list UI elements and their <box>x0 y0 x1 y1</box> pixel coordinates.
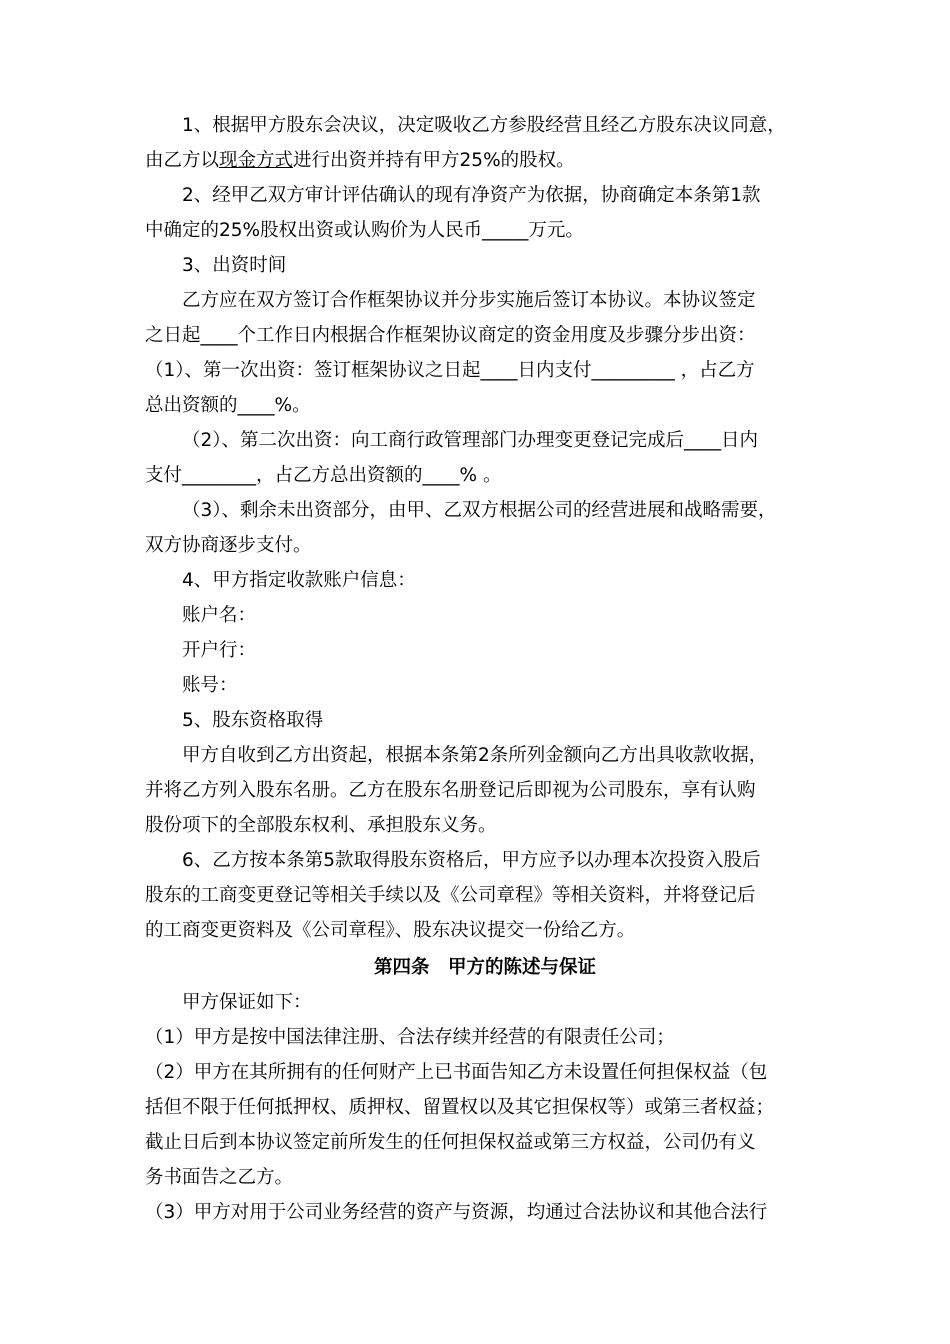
text-line: （1）、第一次出资：签订框架协议之日起____日内支付_________ ，占乙方 <box>145 360 755 381</box>
text-line: 甲方自收到乙方出资起，根据本条第2条所列金额向乙方出具收款收据， <box>182 745 768 766</box>
text-line: 支付________，占乙方总出资额的____% 。 <box>145 465 502 486</box>
text-line: 账户名： <box>182 605 257 626</box>
text-line: 2、经甲乙双方审计评估确认的现有净资产为依据，协商确定本条第1款 <box>182 185 761 206</box>
text-line <box>145 144 825 178</box>
text-line: （3）、剩余未出资部分，由甲、乙双方根据公司的经营进展和战略需要， <box>182 500 777 521</box>
text-line: 截止日后到本协议签定前所发生的任何担保权益或第三方权益，公司仍有义 <box>145 1132 756 1153</box>
text-line: 之日起____个工作日内根据合作框架协议商定的资金用度及步骤分步出资： <box>145 325 756 346</box>
text-line: 股东的工商变更登记等相关手续以及《公司章程》等相关资料，并将登记后 <box>145 885 756 906</box>
text-line: 并将乙方列入股东名册。乙方在股东名册登记后即视为公司股东，享有认购 <box>145 780 756 801</box>
text-span: 由乙方以 <box>145 150 220 171</box>
text-line: （2）、第二次出资：向工商行政管理部门办理变更登记完成后____日内 <box>182 430 759 451</box>
text-line: 乙方应在双方签订合作框架协议并分步实施后签订本协议。本协议签定 <box>182 290 756 311</box>
text-line: 6、乙方按本条第5款取得股东资格后，甲方应予以办理本次投资入股后 <box>182 850 761 871</box>
underlined-text: 现金方式 <box>219 150 294 171</box>
text-line: 双方协商逐步支付。 <box>145 535 312 556</box>
text-line: 括但不限于任何抵押权、质押权、留置权以及其它担保权等）或第三者权益； <box>145 1097 775 1118</box>
text-line: 3、出资时间 <box>182 255 287 276</box>
text-line: 务书面告之乙方。 <box>145 1167 294 1188</box>
text-line: 股份项下的全部股东权利、承担股东义务。 <box>145 815 497 836</box>
text-line: 的工商变更资料及《公司章程》、股东决议提交一份给乙方。 <box>145 920 636 941</box>
text-line: （3）甲方对用于公司业务经营的资产与资源，均通过合法协议和其他合法行 <box>145 1202 768 1223</box>
text-line: 中确定的25%股权出资或认购价为人民币_____万元。 <box>145 220 584 241</box>
section-heading: 第四条 甲方的陈述与保证 <box>373 957 596 978</box>
text-line: 账号： <box>182 675 238 696</box>
text-line: （1）甲方是按中国法律注册、合法存续并经营的有限责任公司； <box>145 1027 675 1048</box>
text-line: 1、根据甲方股东会决议，决定吸收乙方参股经营且经乙方股东决议同意， <box>182 115 786 136</box>
text-line: 总出资额的____%。 <box>145 395 311 416</box>
text-line: 5、股东资格取得 <box>182 710 324 731</box>
text-line: 甲方保证如下： <box>182 992 312 1013</box>
text-line: 开户行： <box>182 640 257 661</box>
text-line: 4、甲方指定收款账户信息： <box>182 570 416 591</box>
text-span: 进行出资并持有甲方25%的股权。 <box>293 150 575 171</box>
text-line: （2）甲方在其所拥有的任何财产上已书面告知乙方未设置任何担保权益（包 <box>145 1062 768 1083</box>
